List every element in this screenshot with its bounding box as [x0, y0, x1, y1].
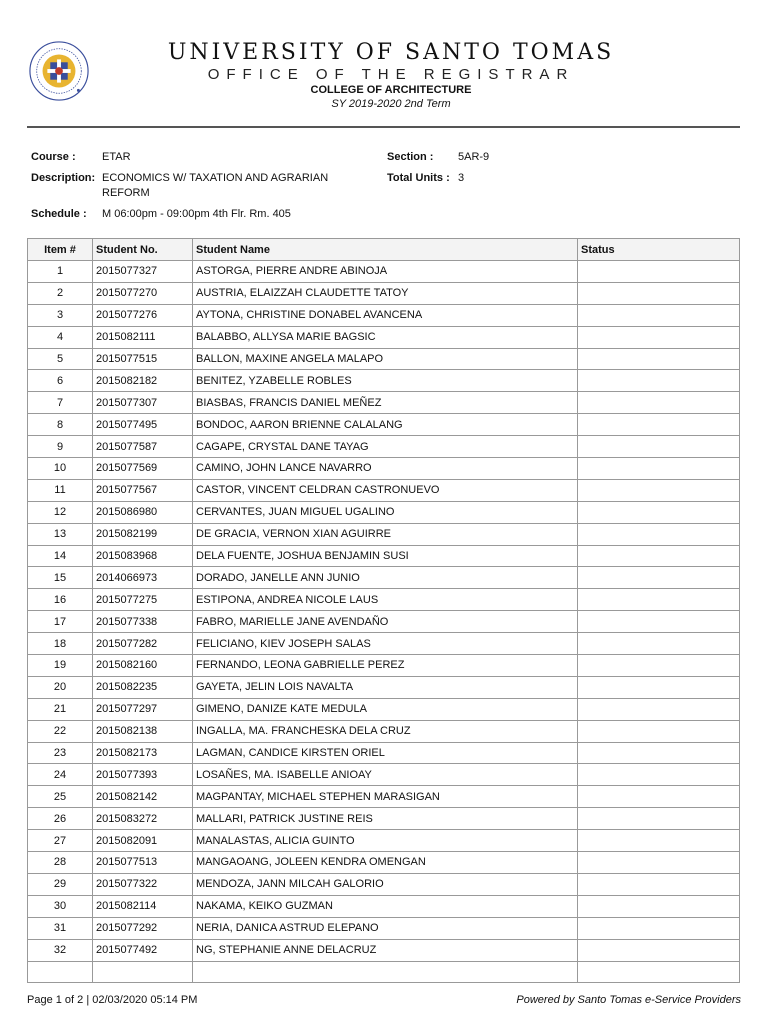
- page-info: Page 1 of 2 | 02/03/2020 05:14 PM: [27, 994, 198, 1006]
- table-header-row: [28, 239, 740, 261]
- section-value: 5AR-9: [458, 151, 490, 163]
- class-roster-table: [27, 238, 740, 983]
- school-term: SY 2019-2020 2nd Term: [331, 98, 451, 110]
- table-row: [28, 326, 740, 348]
- student-name-cell: MALLARI, PATRICK JUSTINE REIS: [193, 808, 578, 830]
- table-row: [28, 392, 740, 414]
- status-cell: [578, 479, 740, 501]
- item-number-cell: 22: [28, 720, 93, 742]
- item-number-cell: 20: [28, 676, 93, 698]
- student-number-cell: 2015082111: [93, 326, 193, 348]
- student-name-cell: FABRO, MARIELLE JANE AVENDAÑO: [193, 611, 578, 633]
- description-label: Description:: [31, 172, 96, 184]
- student-name-cell: NERIA, DANICA ASTRUD ELEPANO: [193, 917, 578, 939]
- student-number-cell: 2015082199: [93, 523, 193, 545]
- table-row: [28, 808, 740, 830]
- item-number-cell: 10: [28, 458, 93, 480]
- student-number-cell: 2015083968: [93, 545, 193, 567]
- student-number-cell: 2015077322: [93, 873, 193, 895]
- table-row: [28, 370, 740, 392]
- status-cell: [578, 742, 740, 764]
- student-number-cell: 2015077492: [93, 939, 193, 961]
- table-row: [28, 501, 740, 523]
- header-item-number: Item #: [28, 239, 93, 261]
- student-number-cell: 2015082160: [93, 655, 193, 677]
- status-cell: [578, 589, 740, 611]
- student-name-cell: LOSAÑES, MA. ISABELLE ANIOAY: [193, 764, 578, 786]
- student-name-cell: MANGAOANG, JOLEEN KENDRA OMENGAN: [193, 852, 578, 874]
- header-divider: [27, 126, 740, 128]
- status-cell: [578, 370, 740, 392]
- description-value-line2: REFORM: [102, 187, 150, 199]
- table-row: [28, 917, 740, 939]
- student-number-cell: 2015077587: [93, 436, 193, 458]
- item-number-cell: 1: [28, 261, 93, 283]
- student-number-cell: 2015082142: [93, 786, 193, 808]
- student-number-cell: 2015077292: [93, 917, 193, 939]
- item-number-cell: 14: [28, 545, 93, 567]
- student-name-cell: [193, 961, 578, 983]
- student-name-cell: BONDOC, AARON BRIENNE CALALANG: [193, 414, 578, 436]
- student-name-cell: FELICIANO, KIEV JOSEPH SALAS: [193, 633, 578, 655]
- student-number-cell: 2015077297: [93, 698, 193, 720]
- student-name-cell: NAKAMA, KEIKO GUZMAN: [193, 895, 578, 917]
- student-number-cell: 2015082235: [93, 676, 193, 698]
- item-number-cell: 12: [28, 501, 93, 523]
- student-number-cell: 2014066973: [93, 567, 193, 589]
- status-cell: [578, 764, 740, 786]
- status-cell: [578, 501, 740, 523]
- item-number-cell: 26: [28, 808, 93, 830]
- status-cell: [578, 545, 740, 567]
- header-student-name: Student Name: [193, 239, 578, 261]
- student-name-cell: MAGPANTAY, MICHAEL STEPHEN MARASIGAN: [193, 786, 578, 808]
- status-cell: [578, 939, 740, 961]
- college-name: COLLEGE OF ARCHITECTURE: [310, 84, 472, 96]
- table-row: [28, 655, 740, 677]
- item-number-cell: 28: [28, 852, 93, 874]
- powered-by: Powered by Santo Tomas e-Service Providers: [516, 994, 741, 1006]
- table-row: [28, 852, 740, 874]
- table-row: [28, 720, 740, 742]
- item-number-cell: 27: [28, 830, 93, 852]
- student-number-cell: 2015086980: [93, 501, 193, 523]
- university-name: UNIVERSITY OF SANTO TOMAS: [167, 40, 615, 65]
- table-row: [28, 961, 740, 983]
- status-cell: [578, 523, 740, 545]
- student-name-cell: MANALASTAS, ALICIA GUINTO: [193, 830, 578, 852]
- section-label: Section :: [387, 151, 434, 163]
- student-name-cell: CAGAPE, CRYSTAL DANE TAYAG: [193, 436, 578, 458]
- status-cell: [578, 261, 740, 283]
- table-row: [28, 414, 740, 436]
- item-number-cell: 25: [28, 786, 93, 808]
- student-number-cell: 2015077393: [93, 764, 193, 786]
- student-name-cell: CASTOR, VINCENT CELDRAN CASTRONUEVO: [193, 479, 578, 501]
- item-number-cell: 31: [28, 917, 93, 939]
- status-cell: [578, 414, 740, 436]
- student-name-cell: FERNANDO, LEONA GABRIELLE PEREZ: [193, 655, 578, 677]
- student-name-cell: CAMINO, JOHN LANCE NAVARRO: [193, 458, 578, 480]
- table-row: [28, 348, 740, 370]
- status-cell: [578, 655, 740, 677]
- table-row: [28, 282, 740, 304]
- item-number-cell: 2: [28, 282, 93, 304]
- student-number-cell: 2015077513: [93, 852, 193, 874]
- student-name-cell: DE GRACIA, VERNON XIAN AGUIRRE: [193, 523, 578, 545]
- item-number-cell: 6: [28, 370, 93, 392]
- student-name-cell: AYTONA, CHRISTINE DONABEL AVANCENA: [193, 304, 578, 326]
- table-row: [28, 939, 740, 961]
- student-name-cell: GAYETA, JELIN LOIS NAVALTA: [193, 676, 578, 698]
- table-row: [28, 786, 740, 808]
- student-number-cell: 2015082091: [93, 830, 193, 852]
- table-row: [28, 545, 740, 567]
- item-number-cell: [28, 961, 93, 983]
- student-number-cell: 2015082182: [93, 370, 193, 392]
- table-row: [28, 764, 740, 786]
- status-cell: [578, 633, 740, 655]
- header-student-number: Student No.: [93, 239, 193, 261]
- item-number-cell: 23: [28, 742, 93, 764]
- status-cell: [578, 961, 740, 983]
- item-number-cell: 7: [28, 392, 93, 414]
- table-row: [28, 742, 740, 764]
- status-cell: [578, 611, 740, 633]
- student-number-cell: 2015077495: [93, 414, 193, 436]
- table-row: [28, 633, 740, 655]
- table-row: [28, 304, 740, 326]
- office-name: OFFICE OF THE REGISTRAR: [207, 66, 575, 83]
- status-cell: [578, 326, 740, 348]
- item-number-cell: 19: [28, 655, 93, 677]
- status-cell: [578, 282, 740, 304]
- student-number-cell: [93, 961, 193, 983]
- student-number-cell: 2015077515: [93, 348, 193, 370]
- status-cell: [578, 304, 740, 326]
- status-cell: [578, 786, 740, 808]
- student-number-cell: 2015077567: [93, 479, 193, 501]
- status-cell: [578, 808, 740, 830]
- status-cell: [578, 852, 740, 874]
- table-row: [28, 873, 740, 895]
- item-number-cell: 15: [28, 567, 93, 589]
- item-number-cell: 3: [28, 304, 93, 326]
- student-name-cell: ASTORGA, PIERRE ANDRE ABINOJA: [193, 261, 578, 283]
- course-value: ETAR: [102, 151, 131, 163]
- item-number-cell: 8: [28, 414, 93, 436]
- student-number-cell: 2015077270: [93, 282, 193, 304]
- student-number-cell: 2015077307: [93, 392, 193, 414]
- table-row: [28, 567, 740, 589]
- table-row: [28, 895, 740, 917]
- item-number-cell: 16: [28, 589, 93, 611]
- schedule-value: M 06:00pm - 09:00pm 4th Flr. Rm. 405: [102, 208, 291, 220]
- status-cell: [578, 567, 740, 589]
- student-name-cell: AUSTRIA, ELAIZZAH CLAUDETTE TATOY: [193, 282, 578, 304]
- status-cell: [578, 720, 740, 742]
- student-number-cell: 2015077276: [93, 304, 193, 326]
- student-name-cell: BALLON, MAXINE ANGELA MALAPO: [193, 348, 578, 370]
- header-status: Status: [578, 239, 740, 261]
- item-number-cell: 11: [28, 479, 93, 501]
- student-name-cell: GIMENO, DANIZE KATE MEDULA: [193, 698, 578, 720]
- schedule-label: Schedule :: [31, 208, 87, 220]
- item-number-cell: 18: [28, 633, 93, 655]
- table-row: [28, 611, 740, 633]
- student-name-cell: INGALLA, MA. FRANCHESKA DELA CRUZ: [193, 720, 578, 742]
- description-value-line1: ECONOMICS W/ TAXATION AND AGRARIAN: [102, 172, 329, 184]
- student-name-cell: BIASBAS, FRANCIS DANIEL MEÑEZ: [193, 392, 578, 414]
- item-number-cell: 9: [28, 436, 93, 458]
- student-number-cell: 2015077327: [93, 261, 193, 283]
- table-row: [28, 436, 740, 458]
- student-number-cell: 2015082173: [93, 742, 193, 764]
- item-number-cell: 29: [28, 873, 93, 895]
- item-number-cell: 5: [28, 348, 93, 370]
- status-cell: [578, 698, 740, 720]
- student-number-cell: 2015082138: [93, 720, 193, 742]
- status-cell: [578, 458, 740, 480]
- item-number-cell: 21: [28, 698, 93, 720]
- status-cell: [578, 895, 740, 917]
- student-name-cell: CERVANTES, JUAN MIGUEL UGALINO: [193, 501, 578, 523]
- status-cell: [578, 917, 740, 939]
- table-row: [28, 698, 740, 720]
- student-name-cell: DELA FUENTE, JOSHUA BENJAMIN SUSI: [193, 545, 578, 567]
- roster-body: [28, 261, 740, 983]
- student-number-cell: 2015077282: [93, 633, 193, 655]
- course-label: Course :: [31, 151, 76, 163]
- status-cell: [578, 436, 740, 458]
- student-number-cell: 2015077569: [93, 458, 193, 480]
- student-name-cell: BENITEZ, YZABELLE ROBLES: [193, 370, 578, 392]
- table-row: [28, 479, 740, 501]
- student-number-cell: 2015077338: [93, 611, 193, 633]
- item-number-cell: 13: [28, 523, 93, 545]
- student-name-cell: NG, STEPHANIE ANNE DELACRUZ: [193, 939, 578, 961]
- student-name-cell: LAGMAN, CANDICE KIRSTEN ORIEL: [193, 742, 578, 764]
- item-number-cell: 17: [28, 611, 93, 633]
- item-number-cell: 32: [28, 939, 93, 961]
- status-cell: [578, 873, 740, 895]
- table-row: [28, 458, 740, 480]
- student-name-cell: BALABBO, ALLYSA MARIE BAGSIC: [193, 326, 578, 348]
- student-number-cell: 2015082114: [93, 895, 193, 917]
- student-number-cell: 2015083272: [93, 808, 193, 830]
- status-cell: [578, 348, 740, 370]
- item-number-cell: 4: [28, 326, 93, 348]
- item-number-cell: 24: [28, 764, 93, 786]
- student-name-cell: MENDOZA, JANN MILCAH GALORIO: [193, 873, 578, 895]
- total-units-value: 3: [458, 172, 465, 184]
- status-cell: [578, 676, 740, 698]
- table-row: [28, 261, 740, 283]
- student-name-cell: DORADO, JANELLE ANN JUNIO: [193, 567, 578, 589]
- status-cell: [578, 830, 740, 852]
- table-row: [28, 830, 740, 852]
- status-cell: [578, 392, 740, 414]
- table-row: [28, 589, 740, 611]
- student-number-cell: 2015077275: [93, 589, 193, 611]
- table-row: [28, 676, 740, 698]
- student-name-cell: ESTIPONA, ANDREA NICOLE LAUS: [193, 589, 578, 611]
- item-number-cell: 30: [28, 895, 93, 917]
- table-row: [28, 523, 740, 545]
- total-units-label: Total Units :: [387, 172, 450, 184]
